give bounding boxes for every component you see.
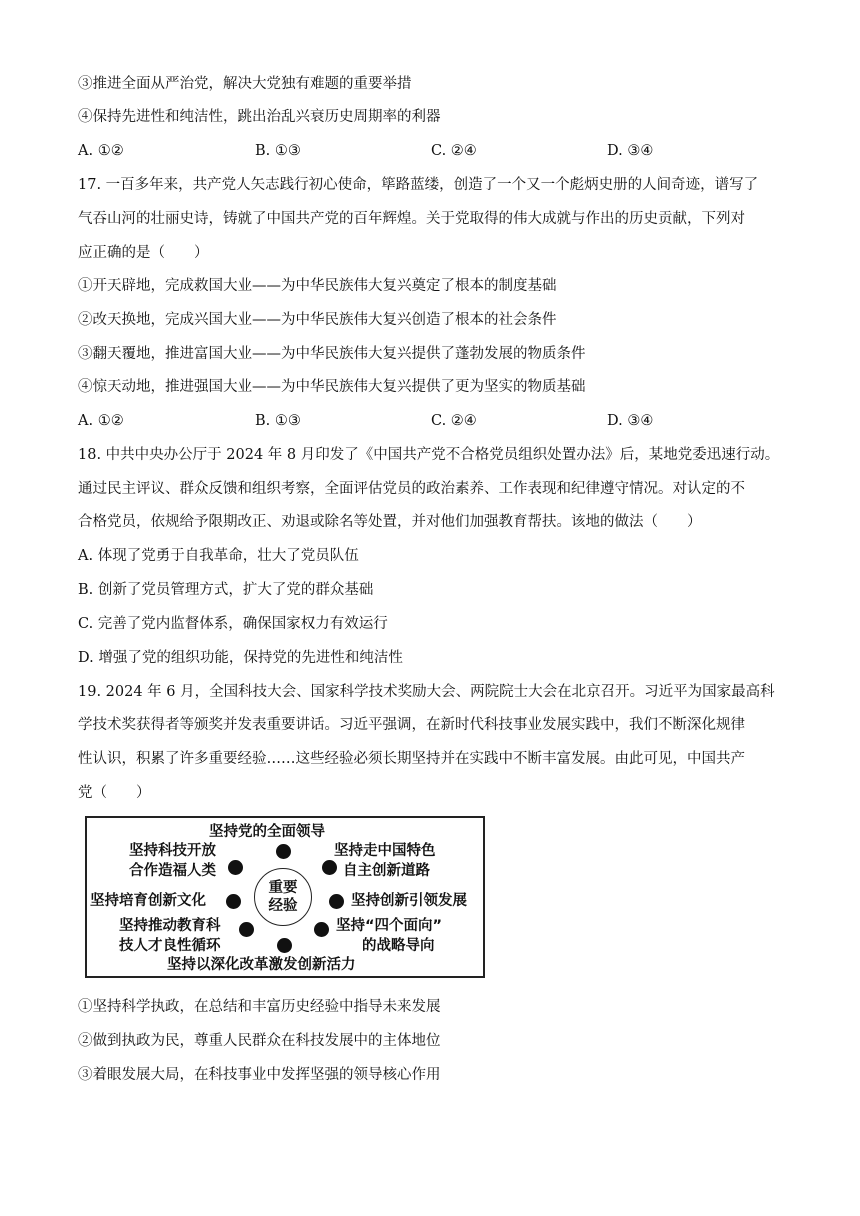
q17-item-4: ④惊天动地，推进强国大业——为中华民族伟大复兴提供了更为坚实的物质基础: [78, 379, 586, 395]
diagram-label-lower-right-2: 的战略导向: [362, 938, 435, 954]
diagram-bullet-upper-right: [322, 860, 337, 875]
q19-stem-line-2: 学技术奖获得者等颁奖并发表重要讲话。习近平强调，在新时代科技事业发展实践中，我们不断深化规律: [78, 717, 745, 733]
q17-stem-line-2: 气吞山河的壮丽史诗，铸就了中国共产党的百年辉煌。关于党取得的伟大成就与作出的历史贡献，下列对: [78, 211, 745, 227]
q17-item-3: ③翻天覆地，推进富国大业——为中华民族伟大复兴提供了蓬勃发展的物质条件: [78, 346, 586, 362]
diagram-center-line-1: 重要: [268, 880, 298, 896]
q16-item-3: ③推进全面从严治党，解决大党独有难题的重要举措: [78, 76, 412, 92]
q18-stem-line-1: 18. 中共中央办公厅于 2024 年 8 月印发了《中国共产党不合格党员组织处置办法》后，某地党委迅速行动。: [78, 447, 780, 463]
diagram-bullet-right: [329, 894, 344, 909]
q19-item-1: ①坚持科学执政，在总结和丰富历史经验中指导未来发展: [78, 999, 441, 1015]
q17-stem-line-1: 17. 一百多年来，共产党人矢志践行初心使命，筚路蓝缕，创造了一个又一个彪炳史册的人间奇迹，谱写了: [78, 177, 759, 193]
diagram-label-lower-left-1: 坚持推动教育科: [119, 918, 221, 934]
diagram-label-upper-right-2: 自主创新道路: [343, 863, 430, 879]
diagram-label-lower-left-2: 技人才良性循环: [119, 938, 221, 954]
diagram-bullet-upper-left: [228, 860, 243, 875]
diagram-label-top: 坚持党的全面领导: [209, 824, 325, 840]
diagram-center-line-2: 经验: [268, 898, 298, 914]
diagram-label-upper-left-2: 合作造福人类: [129, 863, 216, 879]
q18-option-a: A. 体现了党勇于自我革命，壮大了党员队伍: [78, 548, 359, 564]
q17-item-1: ①开天辟地，完成救国大业——为中华民族伟大复兴奠定了根本的制度基础: [78, 278, 557, 294]
q16-option-b: B. ①③: [255, 143, 301, 159]
diagram-center-circle: [254, 868, 312, 926]
diagram-bullet-lower-left: [239, 922, 254, 937]
q17-option-d: D. ③④: [607, 413, 654, 429]
q19-item-2: ②做到执政为民，尊重人民群众在科技发展中的主体地位: [78, 1033, 441, 1049]
q16-item-4: ④保持先进性和纯洁性，跳出治乱兴衰历史周期率的利器: [78, 109, 441, 125]
q18-option-c: C. 完善了党内监督体系，确保国家权力有效运行: [78, 616, 388, 632]
q17-item-2: ②改天换地，完成兴国大业——为中华民族伟大复兴创造了根本的社会条件: [78, 312, 557, 328]
diagram-label-upper-left-1: 坚持科技开放: [129, 843, 216, 859]
experience-diagram: [85, 816, 485, 978]
q19-stem-line-1: 19. 2024 年 6 月，全国科技大会、国家科学技术奖励大会、两院院士大会在北京召开。习近平为国家最高科: [78, 684, 775, 700]
q18-stem-line-2: 通过民主评议、群众反馈和组织考察，全面评估党员的政治素养、工作表现和纪律遵守情况。对认定的不: [78, 481, 745, 497]
diagram-bullet-bottom: [277, 938, 292, 953]
q16-option-d: D. ③④: [607, 143, 654, 159]
q16-option-a: A. ①②: [78, 143, 124, 159]
q18-stem-line-3: 合格党员，依规给予限期改正、劝退或除名等处置，并对他们加强教育帮扶。该地的做法（ ）: [78, 514, 702, 530]
diagram-label-left: 坚持培育创新文化: [90, 893, 206, 909]
diagram-bullet-left: [226, 894, 241, 909]
q19-stem-line-3: 性认识，积累了许多重要经验……这些经验必须长期坚持并在实践中不断丰富发展。由此可见，中国共产: [78, 751, 745, 767]
diagram-bullet-top: [276, 844, 291, 859]
diagram-label-lower-right-1: 坚持“四个面向”: [336, 918, 443, 934]
q17-option-b: B. ①③: [255, 413, 301, 429]
q19-stem-line-4: 党（ ）: [78, 785, 151, 801]
q18-option-d: D. 增强了党的组织功能，保持党的先进性和纯洁性: [78, 650, 403, 666]
diagram-bullet-lower-right: [314, 922, 329, 937]
q17-stem-line-3: 应正确的是（ ）: [78, 245, 209, 261]
q17-option-c: C. ②④: [431, 413, 477, 429]
diagram-label-right: 坚持创新引领发展: [351, 893, 467, 909]
q19-item-3: ③着眼发展大局，在科技事业中发挥坚强的领导核心作用: [78, 1067, 441, 1083]
q16-option-c: C. ②④: [431, 143, 477, 159]
diagram-label-bottom: 坚持以深化改革激发创新活力: [167, 957, 356, 973]
q18-option-b: B. 创新了党员管理方式，扩大了党的群众基础: [78, 582, 374, 598]
diagram-label-upper-right-1: 坚持走中国特色: [334, 843, 436, 859]
q17-option-a: A. ①②: [78, 413, 124, 429]
